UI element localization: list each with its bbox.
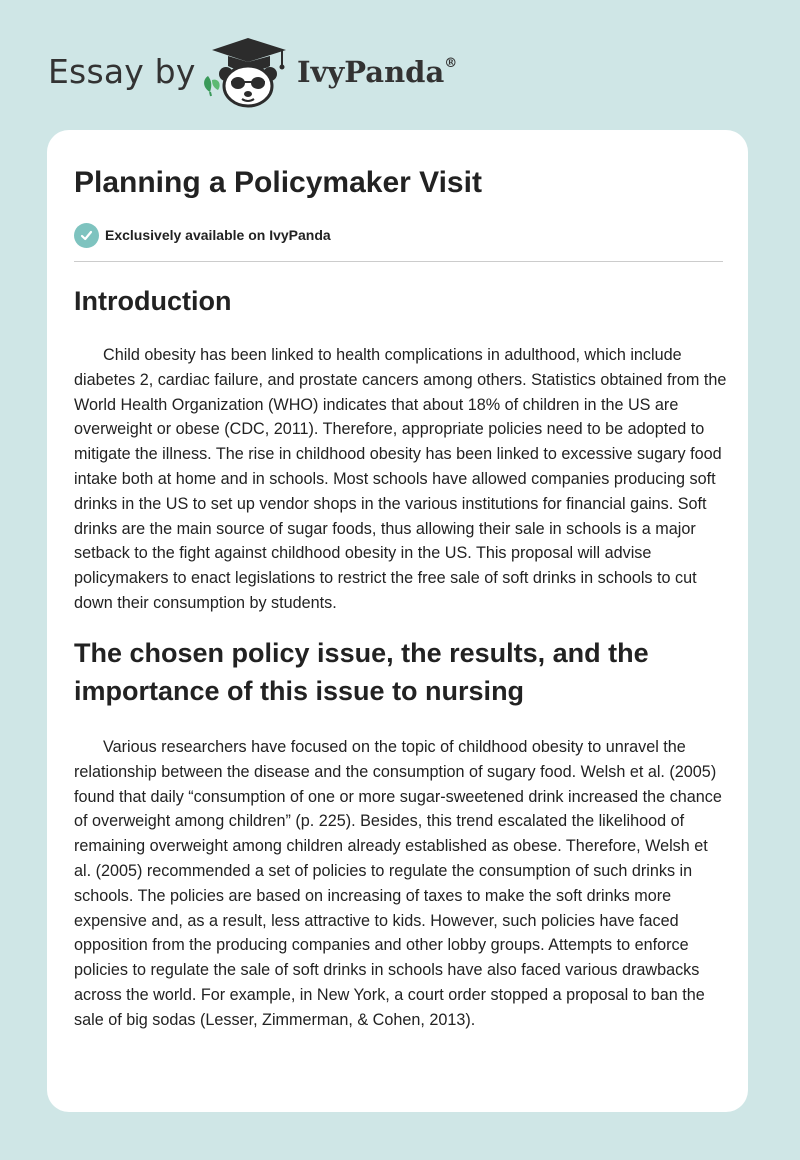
- essay-title: Planning a Policymaker Visit: [74, 166, 482, 199]
- brand-name[interactable]: [297, 55, 457, 89]
- ivypanda-logo-icon[interactable]: [198, 36, 292, 108]
- section-heading-policy-issue: The chosen policy issue, the results, and the importance of this issue to nursing: [74, 638, 649, 706]
- registered-mark: ®: [444, 56, 458, 72]
- site-header: [0, 0, 800, 130]
- section-paragraph-introduction: Child obesity has been linked to health complications in adulthood, which include diabetes 2, cardiac failure, and prostate cancers among others. Statistics obtained from the World Health Organization (WHO) indicates that about 18% of children in the US are overweight or obese (CDC, 2011). Therefore, appropriate policies need to be adopted to mitigate the illness. The rise in childhood obesity has been linked to excessive sugary food intake both at home and in schools. Most schools have allowed companies producing soft drinks in the US to set up vendor shops in the various institutions for financial gains. Soft drinks are the main source of sugar foods, thus allowing their sale in schools is a major setback to the fight against childhood obesity in the US. This proposal will advise policymakers to enact legislations to restrict the free sale of soft drinks in schools to cut down their consumption by students.: [74, 346, 727, 612]
- essay-card: [47, 130, 748, 1112]
- check-icon: [74, 223, 99, 248]
- exclusive-label: Exclusively available on IvyPanda: [105, 227, 331, 243]
- section-paragraph-policy-issue: Various researchers have focused on the topic of childhood obesity to unravel the relationship between the disease and the consumption of sugary food. Welsh et al. (2005) found that daily “consumption of one or more sugar-sweetened drink increased the chance of overweight among children” (p. 225). Besides, this trend escalated the likelihood of remaining overweight among children already established as obese. Therefore, Welsh et al. (2005) recommended a set of policies to regulate the consumption of such drinks in schools. The policies are based on increasing of taxes to make the soft drinks more expensive and, as a result, less attractive to kids. However, such policies have faced opposition from the producing companies and other lobby groups. Attempts to enforce policies to regulate the sale of soft drinks in schools have also faced various drawbacks across the world. For example, in New York, a court order stopped a proposal to ban the sale of big sodas (Lesser, Zimmerman, & Cohen, 2013).: [74, 738, 722, 1029]
- essay-by-label: Essay by: [48, 52, 196, 91]
- panda-logo-icon: [219, 66, 277, 106]
- exclusive-badge: [74, 222, 331, 248]
- leaf-icon: [204, 76, 220, 96]
- section-heading-introduction: Introduction: [74, 286, 232, 316]
- brand-text: IvyPanda: [297, 55, 445, 89]
- title-divider: [74, 261, 723, 262]
